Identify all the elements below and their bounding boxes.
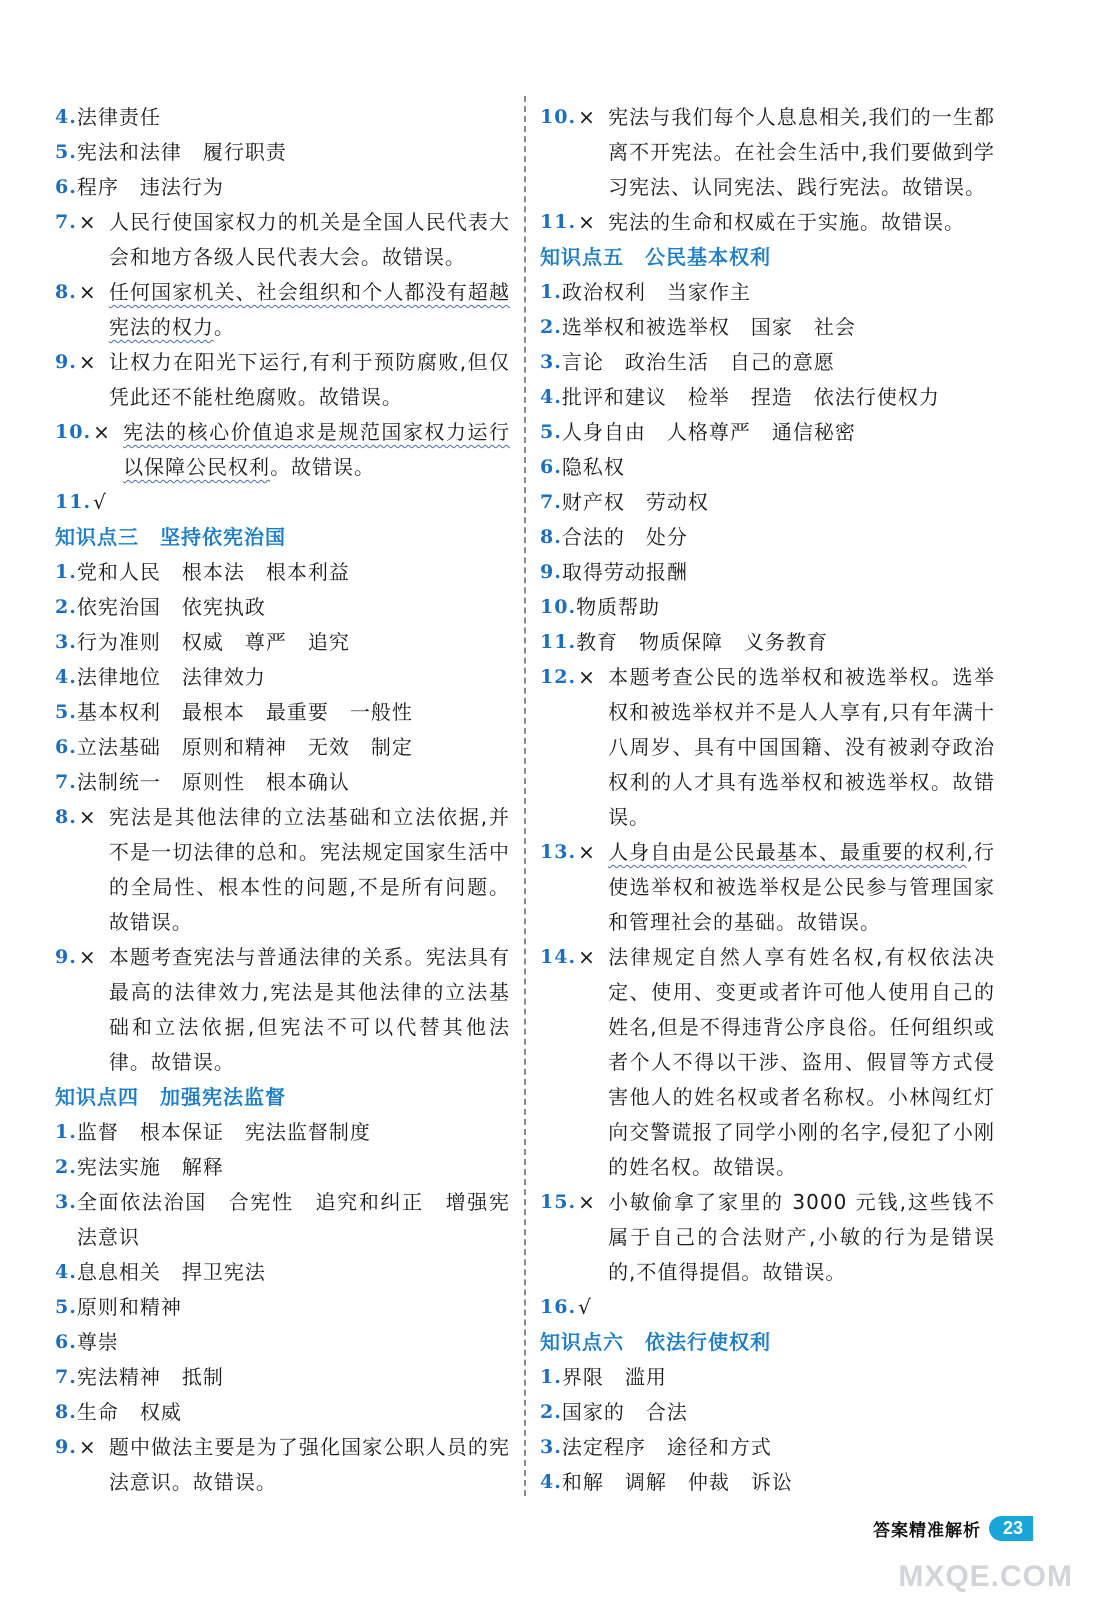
- judgement-mark: ×: [578, 210, 596, 234]
- answer-text: 宪法与我们每个人息息相关,我们的一生都离不开宪法。在社会生活中,我们要做到学习宪法、认同宪法、践行宪法。故错误。: [608, 105, 995, 199]
- answer-text: 生命 权威: [76, 1400, 182, 1424]
- answer-item: [55, 590, 510, 625]
- section-heading: 知识点四 加强宪法监督: [55, 1085, 286, 1109]
- item-number: 5.: [55, 701, 77, 723]
- answer-text: 政治权利 当家作主: [561, 280, 751, 304]
- answer-item: [540, 1360, 995, 1395]
- answer-text: 取得劳动报酬: [561, 560, 688, 584]
- answer-text: 教育 物质保障 义务教育: [576, 630, 829, 654]
- answer-text: 立法基础 原则和精神 无效 制定: [76, 735, 413, 759]
- item-number: 13.: [540, 841, 577, 863]
- answer-text: 人民行使国家权力的机关是全国人民代表大会和地方各级人民代表大会。故错误。: [108, 210, 510, 269]
- item-number: 3.: [540, 351, 562, 373]
- answer-text: 批评和建议 检举 捏造 依法行使权力: [561, 385, 940, 409]
- item-number: 1.: [540, 1366, 562, 1388]
- answer-text: [608, 1290, 995, 1325]
- item-number: 3.: [540, 1436, 562, 1458]
- judgement-mark: ×: [578, 945, 596, 969]
- underlined-key-point: 宪法的核心价值追求是规范国家权力运行以保障公民权利: [123, 420, 510, 479]
- item-number: 8.: [55, 1401, 77, 1423]
- answer-item: [540, 1395, 995, 1430]
- left-column: [55, 100, 510, 1500]
- judgement-mark: ×: [78, 210, 97, 234]
- item-number: 5.: [540, 421, 562, 443]
- answer-item: [540, 1430, 995, 1465]
- answer-text: 让权力在阳光下运行,有利于预防腐败,但仅凭此还不能杜绝腐败。故错误。: [108, 350, 510, 409]
- answer-text: 题中做法主要是为了强化国家公职人员的宪法意识。故错误。: [108, 1435, 510, 1494]
- answer-item: [55, 800, 510, 940]
- answer-item: [540, 450, 995, 485]
- item-number: 10.: [55, 421, 92, 443]
- item-number: 1.: [540, 281, 562, 303]
- answer-item: [540, 590, 995, 625]
- item-number: 2.: [540, 316, 562, 338]
- answer-text: 本题考查宪法与普通法律的关系。宪法具有最高的法律效力,宪法是其他法律的立法基础和立法依据,但宪法不可以代替其他法律。故错误。: [108, 945, 510, 1074]
- answer-text: 选举权和被选举权 国家 社会: [561, 315, 856, 339]
- answer-item: [540, 835, 995, 940]
- judgement-mark: ×: [78, 350, 97, 374]
- item-number: 11.: [540, 631, 577, 653]
- answer-item: [55, 940, 510, 1080]
- answer-text-tail: ,行使选举权和被选举权是公民参与管理国家和管理社会的基础。故错误。: [608, 840, 996, 934]
- item-number: 10.: [540, 106, 577, 128]
- answer-text: [109, 275, 510, 345]
- item-number: 15.: [540, 1191, 577, 1213]
- answer-text: 本题考查公民的选举权和被选举权。选举权和被选举权并不是人人享有,只有年满十八周岁、具有中国国籍、没有被剥夺政治权利的人才具有选举权和被选举权。故错误。: [608, 665, 995, 829]
- answer-text: 法律地位 法律效力: [76, 665, 266, 689]
- item-number: 5.: [55, 1296, 77, 1318]
- column-divider: [524, 96, 526, 1496]
- item-number: 6.: [55, 176, 77, 198]
- answer-item: [540, 660, 995, 835]
- answer-item: [540, 205, 995, 240]
- answer-text: 尊崇: [76, 1330, 119, 1354]
- answer-item: [55, 415, 510, 485]
- answer-item: [55, 345, 510, 415]
- judgement-mark: ×: [78, 945, 97, 969]
- answer-text: 物质帮助: [576, 595, 661, 619]
- item-number: 14.: [540, 946, 577, 968]
- answer-text: 隐私权: [561, 455, 625, 479]
- item-number: 4.: [55, 666, 77, 688]
- answer-text: 依宪治国 依宪执政: [76, 595, 266, 619]
- item-number: 10.: [540, 596, 577, 618]
- answer-text: 法律责任: [76, 105, 161, 129]
- item-number: 8.: [55, 806, 77, 828]
- answer-text: 合法的 处分: [561, 525, 688, 549]
- answer-text: 宪法实施 解释: [76, 1155, 224, 1179]
- judgement-mark: ×: [578, 665, 596, 689]
- answer-item: [540, 1185, 995, 1290]
- section-heading: 知识点三 坚持依宪治国: [55, 525, 286, 549]
- item-number: 11.: [55, 491, 92, 513]
- item-number: 7.: [540, 491, 562, 513]
- answer-item: [55, 555, 510, 590]
- item-number: 4.: [55, 106, 77, 128]
- answer-item: [55, 765, 510, 800]
- answer-text: 界限 滥用: [561, 1365, 667, 1389]
- answer-text-tail: 。: [213, 315, 235, 339]
- right-column: [540, 100, 995, 1500]
- item-number: 12.: [540, 666, 577, 688]
- item-number: 9.: [55, 946, 77, 968]
- item-number: 1.: [55, 561, 77, 583]
- answer-item: [55, 135, 510, 170]
- answer-item: [55, 1115, 510, 1150]
- judgement-mark: ×: [578, 840, 596, 864]
- underlined-key-point: 人身自由是公民最基本、最重要的权利: [608, 840, 967, 864]
- answer-item: [540, 415, 995, 450]
- answer-text: 原则和精神: [76, 1295, 182, 1319]
- answer-item: [55, 730, 510, 765]
- answer-text: [608, 835, 995, 940]
- answer-text: 法制统一 原则性 根本确认: [76, 770, 350, 794]
- answer-item: [55, 1290, 510, 1325]
- answer-text: 息息相关 捍卫宪法: [76, 1260, 266, 1284]
- judgement-mark: ×: [578, 105, 596, 129]
- answer-item: [55, 1430, 510, 1500]
- item-number: 1.: [55, 1121, 77, 1143]
- answer-item: [540, 940, 995, 1185]
- answer-text: 宪法是其他法律的立法基础和立法依据,并不是一切法律的总和。宪法规定国家生活中的全局性、根本性的问题,不是所有问题。故错误。: [108, 805, 510, 934]
- answer-item: [55, 625, 510, 660]
- item-number: 2.: [540, 1401, 562, 1423]
- answer-item: [55, 485, 510, 520]
- answer-item: [540, 485, 995, 520]
- item-number: 2.: [55, 596, 77, 618]
- answer-item: [55, 170, 510, 205]
- answer-text: 宪法和法律 履行职责: [76, 140, 287, 164]
- item-number: 9.: [55, 351, 77, 373]
- watermark: MXQE.COM: [898, 1560, 1073, 1593]
- answer-item: [540, 345, 995, 380]
- answer-item: [55, 275, 510, 345]
- answer-item: [55, 1185, 510, 1255]
- item-number: 9.: [55, 1436, 77, 1458]
- item-number: 8.: [55, 281, 77, 303]
- item-number: 3.: [55, 1191, 77, 1213]
- item-number: 4.: [55, 1261, 77, 1283]
- judgement-mark: ×: [78, 280, 97, 304]
- answer-text: [123, 485, 510, 520]
- item-number: 7.: [55, 1366, 77, 1388]
- item-number: 4.: [540, 386, 562, 408]
- answer-text: 国家的 合法: [561, 1400, 688, 1424]
- judgement-mark: √: [578, 1295, 592, 1319]
- item-number: 8.: [540, 526, 562, 548]
- page-footer: [873, 1508, 1033, 1548]
- answer-text-tail: 。故错误。: [270, 455, 376, 479]
- answer-item: [540, 1290, 995, 1325]
- answer-item: [55, 1395, 510, 1430]
- answer-text: 和解 调解 仲裁 诉讼: [561, 1470, 793, 1494]
- item-number: 7.: [55, 771, 77, 793]
- answer-item: [55, 1255, 510, 1290]
- section-heading: 知识点五 公民基本权利: [540, 245, 771, 269]
- answer-item: [540, 1465, 995, 1500]
- section-heading: 知识点六 依法行使权利: [540, 1330, 771, 1354]
- item-number: 2.: [55, 1156, 77, 1178]
- answer-item: [55, 205, 510, 275]
- judgement-mark: ×: [93, 420, 111, 444]
- answer-text: 小敏偷拿了家里的 3000 元钱,这些钱不属于自己的合法财产,小敏的行为是错误的,不值得提倡。故错误。: [608, 1190, 995, 1284]
- item-number: 6.: [55, 736, 77, 758]
- answer-text: 全面依法治国 合宪性 追究和纠正 增强宪法意识: [76, 1190, 510, 1249]
- item-number: 4.: [540, 1471, 562, 1493]
- answer-text: 党和人民 根本法 根本利益: [76, 560, 350, 584]
- item-number: 7.: [55, 211, 77, 233]
- item-number: 5.: [55, 141, 77, 163]
- footer-label: 答案精准解析: [872, 1520, 981, 1541]
- answer-item: [540, 310, 995, 345]
- answer-text: 法律规定自然人享有姓名权,有权依法决定、使用、变更或者许可他人使用自己的姓名,但是不得违背公序良俗。任何组织或者个人不得以干涉、盗用、假冒等方式侵害他人的姓名权或者名称权。小林闯红灯向交警谎报了同学小刚的名字,侵犯了小刚的姓名权。故错误。: [608, 945, 995, 1179]
- answer-item: [540, 380, 995, 415]
- answer-item: [55, 1325, 510, 1360]
- answer-item: [540, 275, 995, 310]
- underlined-key-point: 任何国家机关、社会组织和个人都没有超越宪法的权力: [108, 280, 510, 339]
- item-number: 3.: [55, 631, 77, 653]
- item-number: 6.: [540, 456, 562, 478]
- item-number: 6.: [55, 1331, 77, 1353]
- answer-text: 基本权利 最根本 最重要 一般性: [76, 700, 413, 724]
- answer-text: 行为准则 权威 尊严 追究: [76, 630, 350, 654]
- answer-item: [55, 1360, 510, 1395]
- judgement-mark: ×: [78, 1435, 97, 1459]
- judgement-mark: √: [93, 490, 107, 514]
- answer-text: 宪法精神 抵制: [76, 1365, 224, 1389]
- answer-item: [540, 520, 995, 555]
- answer-text: 言论 政治生活 自己的意愿: [561, 350, 835, 374]
- answer-item: [55, 695, 510, 730]
- answer-text: 监督 根本保证 宪法监督制度: [76, 1120, 371, 1144]
- answer-text: 法定程序 途径和方式: [561, 1435, 772, 1459]
- judgement-mark: ×: [78, 805, 97, 829]
- answer-item: [55, 1150, 510, 1185]
- answer-item: [540, 555, 995, 590]
- answer-text: 财产权 劳动权: [561, 490, 709, 514]
- answer-text: 人身自由 人格尊严 通信秘密: [561, 420, 856, 444]
- answer-text: [123, 415, 510, 485]
- answer-item: [540, 100, 995, 205]
- answer-text: 宪法的生命和权威在于实施。故错误。: [608, 210, 966, 234]
- item-number: 16.: [540, 1296, 577, 1318]
- answer-item: [55, 660, 510, 695]
- answer-item: [540, 625, 995, 660]
- judgement-mark: ×: [578, 1190, 596, 1214]
- item-number: 9.: [540, 561, 562, 583]
- page-number: 23: [989, 1516, 1033, 1541]
- answer-item: [55, 100, 510, 135]
- item-number: 11.: [540, 211, 577, 233]
- answer-text: 程序 违法行为: [76, 175, 224, 199]
